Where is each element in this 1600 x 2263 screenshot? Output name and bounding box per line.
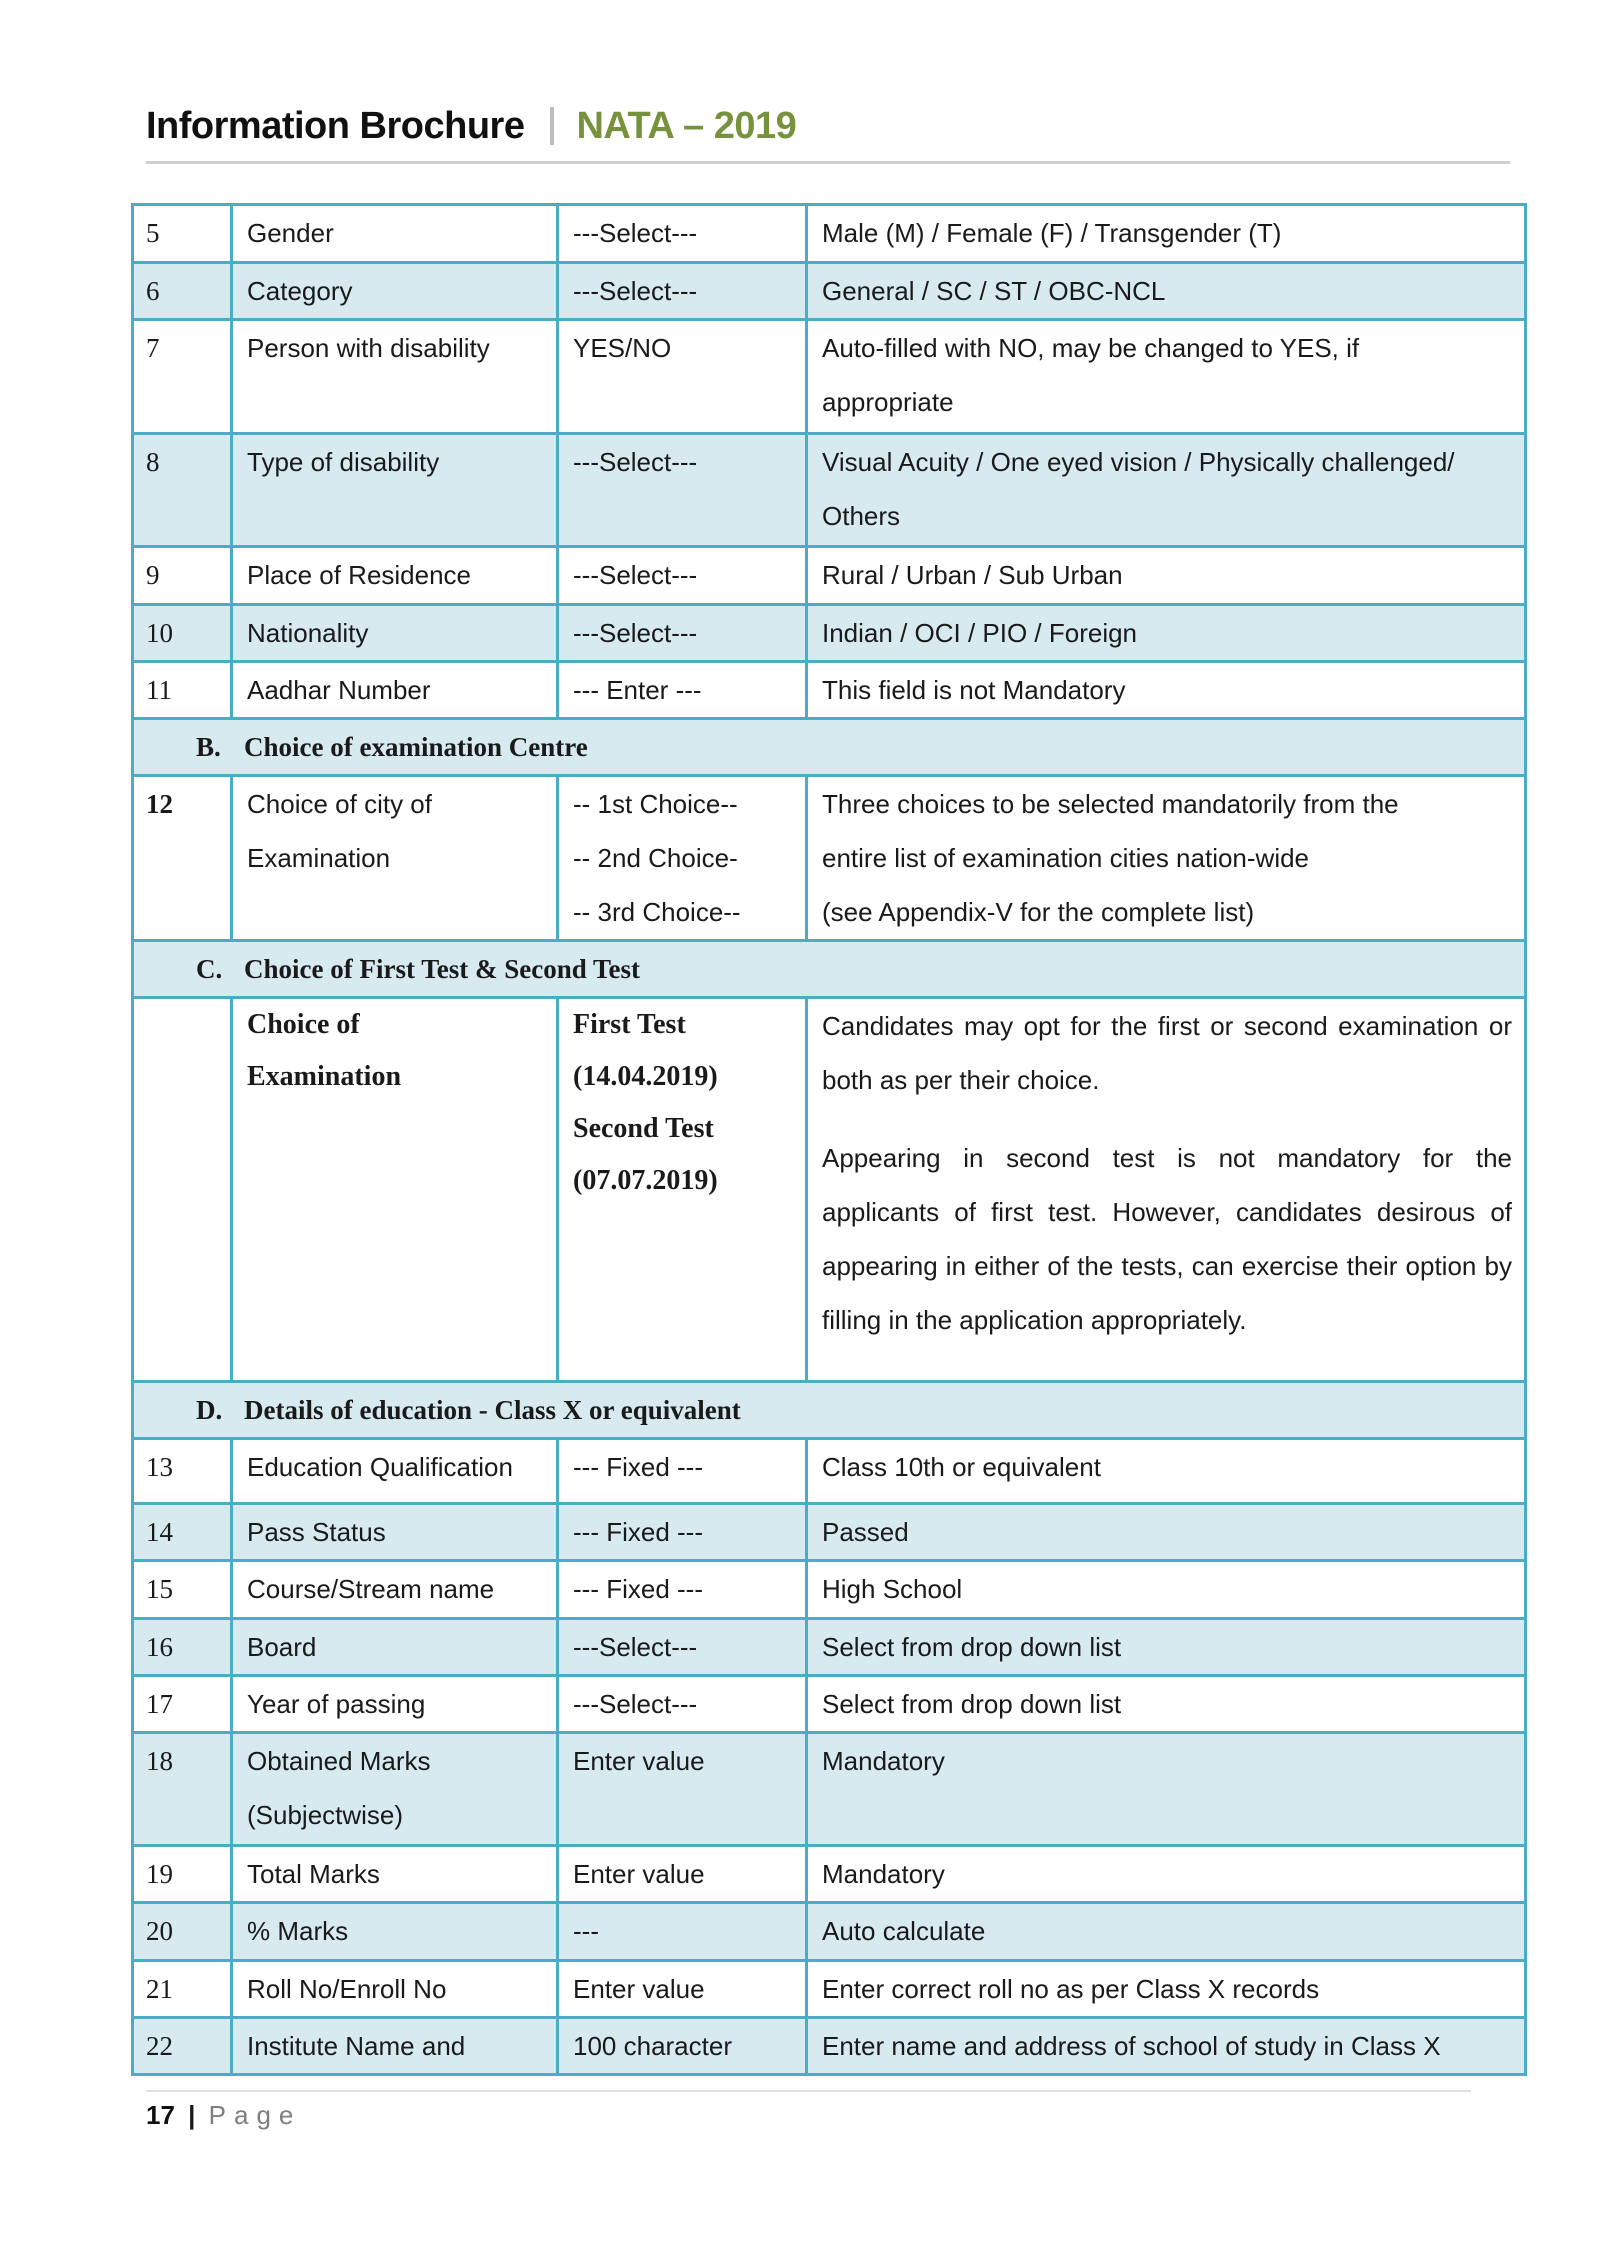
description-line: (see Appendix-V for the complete list): [822, 897, 1255, 927]
section-heading-cell: [133, 941, 1526, 998]
table-row: [133, 1733, 1526, 1846]
description-line: Indian / OCI / PIO / Foreign: [822, 618, 1138, 648]
description-cell: [807, 547, 1526, 605]
input-type-cell: [558, 2018, 807, 2075]
input-type-cell: [558, 1733, 807, 1846]
row-number-cell: [133, 998, 232, 1382]
input-type-cell: [558, 662, 807, 719]
header-separator: [550, 107, 554, 145]
description-line: Select from drop down list: [822, 1689, 1122, 1719]
table-row: [133, 547, 1526, 605]
field-name-line: Category: [247, 276, 353, 306]
table-row: [133, 605, 1526, 662]
field-name-cell: [232, 547, 558, 605]
field-name-line: Examination: [247, 843, 391, 873]
document-title: Information Brochure: [146, 104, 525, 147]
field-name-cell: [232, 1561, 558, 1619]
row-number-cell: [133, 662, 232, 719]
row-number: 21: [146, 1974, 173, 2004]
input-type-line: YES/NO: [573, 333, 672, 363]
description-line: Auto calculate: [822, 1916, 986, 1946]
input-type-cell: [558, 1676, 807, 1733]
row-number-cell: [133, 434, 232, 547]
field-name-line: Roll No/Enroll No: [247, 1974, 447, 2004]
table-row: [133, 263, 1526, 320]
table-row: [133, 2018, 1526, 2075]
row-number-cell: [133, 1733, 232, 1846]
table-row: [133, 320, 1526, 434]
row-number-cell: [133, 1619, 232, 1676]
row-number-cell: [133, 605, 232, 662]
field-name-cell: [232, 205, 558, 263]
description-line: entire list of examination cities nation-wide: [822, 843, 1310, 873]
input-type-cell: [558, 1561, 807, 1619]
row-number: 17: [146, 1689, 173, 1719]
row-number-cell: [133, 1439, 232, 1504]
input-type-line: ---Select---: [573, 1689, 698, 1719]
description-line: Enter correct roll no as per Class X records: [822, 1974, 1320, 2004]
field-name-line: Choice of city of: [247, 789, 432, 819]
input-type-line: -- 3rd Choice--: [573, 897, 741, 927]
section-b-heading: [133, 719, 1526, 776]
input-type-cell: [558, 1961, 807, 2018]
input-type-line: --- Fixed ---: [573, 1574, 703, 1604]
input-type-cell: [558, 320, 807, 434]
input-type-line: --- Fixed ---: [573, 1517, 703, 1547]
input-type-cell: [558, 605, 807, 662]
field-name-line: Course/Stream name: [247, 1574, 495, 1604]
field-name-line: Type of disability: [247, 447, 440, 477]
description-line: Select from drop down list: [822, 1632, 1122, 1662]
input-type-line: Enter value: [573, 1974, 705, 2004]
input-type-line: ---Select---: [573, 560, 698, 590]
row-number-cell: [133, 263, 232, 320]
row-number: 11: [146, 675, 172, 705]
test-date-line: Second Test: [573, 1113, 714, 1144]
input-type-cell: [558, 1504, 807, 1561]
description-cell: [807, 1733, 1526, 1846]
test-date-line: First Test: [573, 1009, 686, 1040]
field-name-line: Pass Status: [247, 1517, 386, 1547]
input-type-line: -- 2nd Choice-: [573, 843, 738, 873]
field-name-cell: [232, 1504, 558, 1561]
description-line: Others: [822, 501, 901, 531]
row-number: 19: [146, 1859, 173, 1889]
field-name-line: Gender: [247, 218, 334, 248]
description-line: General / SC / ST / OBC-NCL: [822, 276, 1166, 306]
field-name-cell: [232, 1619, 558, 1676]
input-type-cell: [558, 434, 807, 547]
row-number: 8: [146, 447, 160, 477]
description-cell: [807, 998, 1526, 1382]
description-cell: [807, 1903, 1526, 1961]
input-type-cell: [558, 1846, 807, 1903]
table-row: [133, 1439, 1526, 1504]
table-row: [133, 1504, 1526, 1561]
field-name-line: Obtained Marks: [247, 1746, 431, 1776]
input-type-line: ---Select---: [573, 447, 698, 477]
field-name-cell: [232, 320, 558, 434]
field-name-cell: [232, 1903, 558, 1961]
description-line: appropriate: [822, 387, 954, 417]
field-name-line: Nationality: [247, 618, 369, 648]
section-letter: D.: [196, 1395, 223, 1425]
field-name-line: (Subjectwise): [247, 1800, 404, 1830]
field-name-line: Year of passing: [247, 1689, 426, 1719]
row-number-cell: [133, 1903, 232, 1961]
field-name-cell: [232, 2018, 558, 2075]
section-title: Details of education - Class X or equivalent: [244, 1395, 741, 1425]
description-cell: [807, 1504, 1526, 1561]
description-line: Male (M) / Female (F) / Transgender (T): [822, 218, 1282, 248]
section-c-heading: [133, 941, 1526, 998]
field-name-line: Education Qualification: [247, 1452, 513, 1482]
row-number-cell: [133, 1561, 232, 1619]
input-type-line: ---Select---: [573, 1632, 698, 1662]
field-name-line: Institute Name and: [247, 2031, 466, 2061]
application-fields-table: [131, 203, 1527, 2076]
row-number-cell: [133, 205, 232, 263]
input-type-line: 100 character: [573, 2031, 732, 2061]
description-line: This field is not Mandatory: [822, 675, 1126, 705]
field-name-line: Aadhar Number: [247, 675, 431, 705]
field-name-cell: [232, 998, 558, 1382]
row-number-cell: [133, 1676, 232, 1733]
description-cell: [807, 434, 1526, 547]
description-line: High School: [822, 1574, 963, 1604]
page-footer: [146, 2100, 301, 2131]
input-type-cell: [558, 205, 807, 263]
section-heading-cell: [133, 719, 1526, 776]
description-line: Visual Acuity / One eyed vision / Physically challenged/: [822, 447, 1455, 477]
section-d-heading: [133, 1382, 1526, 1439]
description-line: Class 10th or equivalent: [822, 1452, 1101, 1482]
description-cell: [807, 1676, 1526, 1733]
row-number: 15: [146, 1574, 173, 1604]
description-cell: [807, 320, 1526, 434]
table-row: [133, 1846, 1526, 1903]
field-name-cell: [232, 1961, 558, 2018]
row-number-cell: [133, 1846, 232, 1903]
section-heading-cell: [133, 1382, 1526, 1439]
header-divider: [146, 161, 1510, 164]
row-number: 10: [146, 618, 173, 648]
field-name-line: Person with disability: [247, 333, 490, 363]
table-row: [133, 776, 1526, 941]
description-cell: [807, 1561, 1526, 1619]
input-type-line: --- Enter ---: [573, 675, 702, 705]
table-row: [133, 434, 1526, 547]
row-number: 22: [146, 2031, 173, 2061]
field-name-cell: [232, 1846, 558, 1903]
row-number: 18: [146, 1746, 173, 1776]
input-type-line: Enter value: [573, 1859, 705, 1889]
description-line: Auto-filled with NO, may be changed to YES, if: [822, 333, 1360, 363]
description-cell: [807, 1439, 1526, 1504]
field-name-line: Total Marks: [247, 1859, 380, 1889]
description-cell: [807, 205, 1526, 263]
field-name-cell: [232, 1676, 558, 1733]
table-row: [133, 1619, 1526, 1676]
field-name-cell: [232, 434, 558, 547]
page-number: 17: [146, 2100, 175, 2130]
input-type-line: ---Select---: [573, 218, 698, 248]
row-number-cell: [133, 2018, 232, 2075]
field-name-cell: [232, 1733, 558, 1846]
field-name-line: Examination: [247, 1061, 402, 1092]
input-type-cell: [558, 263, 807, 320]
field-name-cell: [232, 776, 558, 941]
section-title: Choice of examination Centre: [244, 732, 588, 762]
row-number: 12: [146, 789, 173, 819]
input-type-cell: [558, 1903, 807, 1961]
row-number-cell: [133, 1961, 232, 2018]
section-letter: B.: [196, 732, 221, 762]
footer-divider: [146, 2090, 1471, 2092]
row-number-cell: [133, 320, 232, 434]
field-name-cell: [232, 263, 558, 320]
input-type-cell: [558, 776, 807, 941]
description-paragraph: Appearing in second test is not mandatory for the applicants of first test. However, candidates desirous of appearing in either of the tests, can exercise their option by filling in the application appropriately.: [822, 1143, 1512, 1335]
brand-title: NATA – 2019: [576, 104, 797, 147]
input-type-line: --- Fixed ---: [573, 1452, 703, 1482]
page-header: [146, 98, 796, 154]
row-number: 13: [146, 1452, 173, 1482]
row-number: 14: [146, 1517, 173, 1547]
table-row: [133, 1903, 1526, 1961]
section-title: Choice of First Test & Second Test: [244, 954, 641, 984]
description-cell: [807, 605, 1526, 662]
field-name-cell: [232, 662, 558, 719]
field-name-cell: [232, 1439, 558, 1504]
description-line: Passed: [822, 1517, 909, 1547]
description-line: Three choices to be selected mandatorily from the: [822, 789, 1399, 819]
section-letter: C.: [196, 954, 223, 984]
table-row-test-choice: [133, 998, 1526, 1382]
row-number-cell: [133, 1504, 232, 1561]
description-cell: [807, 1846, 1526, 1903]
description-cell: [807, 662, 1526, 719]
input-type-cell: [558, 1619, 807, 1676]
description-line: Mandatory: [822, 1746, 945, 1776]
description-line: Enter name and address of school of study in Class X: [822, 2031, 1441, 2061]
field-name-line: Choice of: [247, 1009, 360, 1040]
field-name-line: % Marks: [247, 1916, 349, 1946]
description-cell: [807, 1619, 1526, 1676]
input-type-line: Enter value: [573, 1746, 705, 1776]
table-row: [133, 662, 1526, 719]
test-date-line: (14.04.2019): [573, 1061, 718, 1092]
page-label: Page: [208, 2100, 302, 2130]
row-number: 20: [146, 1916, 173, 1946]
test-date-line: (07.07.2019): [573, 1165, 718, 1196]
description-cell: [807, 263, 1526, 320]
input-type-cell: [558, 547, 807, 605]
footer-separator: |: [188, 2100, 196, 2130]
description-line: Rural / Urban / Sub Urban: [822, 560, 1123, 590]
row-number-cell: [133, 776, 232, 941]
test-dates-cell: [558, 998, 807, 1382]
field-name-line: Board: [247, 1632, 317, 1662]
input-type-line: ---: [573, 1916, 599, 1946]
input-type-cell: [558, 1439, 807, 1504]
input-type-line: ---Select---: [573, 276, 698, 306]
description-cell: [807, 2018, 1526, 2075]
input-type-line: ---Select---: [573, 618, 698, 648]
row-number-cell: [133, 547, 232, 605]
field-name-line: Place of Residence: [247, 560, 472, 590]
description-paragraph: Candidates may opt for the first or second examination or both as per their choice.: [822, 1011, 1512, 1095]
table-row: [133, 205, 1526, 263]
description-cell: [807, 776, 1526, 941]
table-row: [133, 1676, 1526, 1733]
table-row: [133, 1561, 1526, 1619]
row-number: 5: [146, 218, 160, 248]
description-line: Mandatory: [822, 1859, 945, 1889]
row-number: 9: [146, 560, 160, 590]
row-number: 7: [146, 333, 160, 363]
row-number: 16: [146, 1632, 173, 1662]
row-number: 6: [146, 276, 160, 306]
description-cell: [807, 1961, 1526, 2018]
table-row: [133, 1961, 1526, 2018]
field-name-cell: [232, 605, 558, 662]
input-type-line: -- 1st Choice--: [573, 789, 738, 819]
